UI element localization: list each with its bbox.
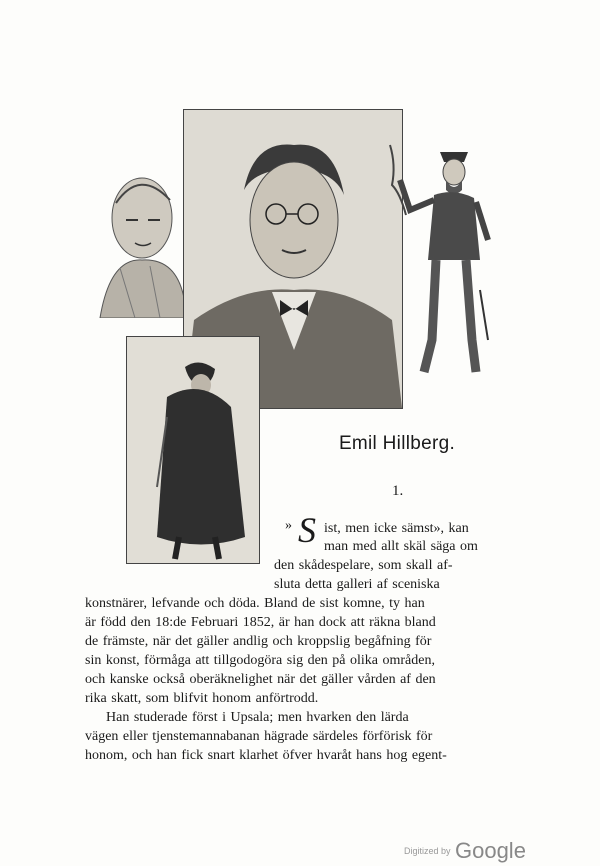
chapter-number: 1. [392,483,404,499]
text-line: ist, men icke sämst», kan [324,521,469,536]
costume-figure-illustration [380,140,495,385]
text-line: sin konst, förmåga att tillgodogöra sig den på olika områden, [85,653,435,668]
text-line: Han studerade först i Upsala; men hvarken den lärda [106,710,409,725]
article-title: Emil Hillberg. [338,433,456,454]
drop-cap-letter: S [298,510,316,550]
text-line: vägen eller tjenstemannabanan hägrade särdeles förförisk för [85,729,433,744]
text-line: de främste, när det gäller andlig och kroppslig begåfning för [85,634,432,649]
portrait-old-man-illustration [90,148,184,318]
watermark-brand: Google [454,838,526,863]
text-line: konstnärer, lefvande och döda. Bland de sist komne, ty han [85,596,425,611]
text-line: är född den 18:de Februari 1852, är han dock att räkna bland [85,615,436,630]
text-line: rika skatt, som blifvit honom anförtrodd. [85,691,319,706]
text-line: man med allt skäl säga om [324,539,478,554]
text-line: honom, och han fick snart klarhet öfver hvaråt hans hog egent- [85,748,447,763]
text-line: den skådespelare, som skall af- [274,558,453,573]
text-line: sluta detta galleri af sceniska [274,577,440,592]
digitized-by-watermark [404,838,526,864]
text-line: och kanske också oberäknelighet när det gäller vården af den [85,672,436,687]
cloaked-figure-illustration [126,336,260,564]
watermark-prefix: Digitized by [404,846,451,856]
opening-quote: » [285,518,292,533]
